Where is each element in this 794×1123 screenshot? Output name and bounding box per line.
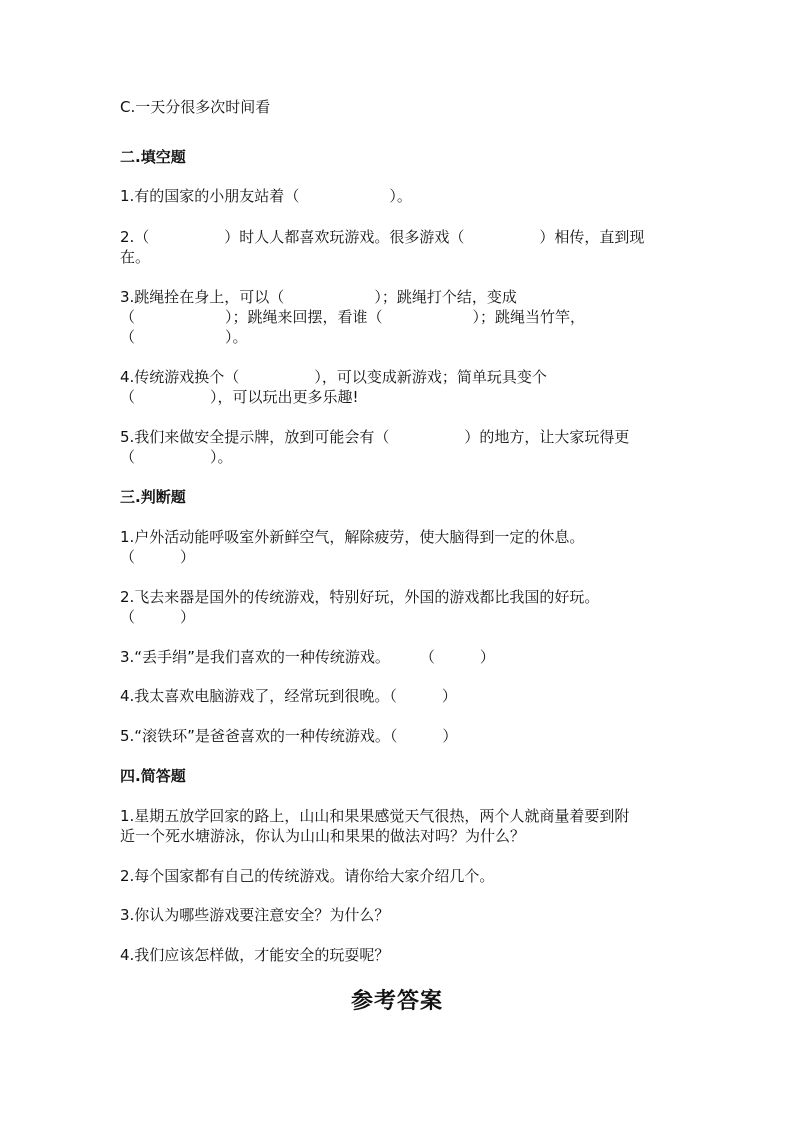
fill-question-2-line-1: 2.（ ）时人人都喜欢玩游戏。很多游戏（ ）相传，直到现 (120, 228, 645, 246)
fill-question-4-line-2: （ ），可以玩出更多乐趣! (120, 388, 359, 406)
fill-question-2-line-2: 在。 (120, 248, 151, 266)
judge-question-1-line-2: （ ） (120, 548, 196, 566)
short-question-1-line-1: 1.星期五放学回家的路上，山山和果果感觉天气很热，两个人就商量着要到附 (120, 807, 630, 825)
fill-question-5-line-1: 5.我们来做安全提示牌，放到可能会有（ ）的地方，让大家玩得更 (120, 428, 630, 446)
judge-question-2-line-1: 2.飞去来器是国外的传统游戏，特别好玩，外国的游戏都比我国的好玩。 (120, 588, 600, 606)
section-heading-judgment: 三.判断题 (120, 488, 186, 506)
judge-question-2-line-2: （ ） (120, 608, 196, 626)
answer-key-title: 参考答案 (350, 988, 443, 1014)
fill-question-3-line-3: （ ）。 (120, 328, 248, 346)
section-heading-short-answer: 四.简答题 (120, 767, 186, 785)
short-question-4: 4.我们应该怎样做，才能安全的玩耍呢？ (120, 946, 390, 964)
judge-question-3: 3.“丢手绢”是我们喜欢的一种传统游戏。 （ ） (120, 648, 495, 666)
judge-question-1-line-1: 1.户外活动能呼吸室外新鲜空气，解除疲劳，使大脑得到一定的休息。 (120, 528, 585, 546)
section-heading-fill-in: 二.填空题 (120, 148, 186, 166)
fill-question-3-line-1: 3.跳绳拴在身上，可以（ ）；跳绳打个结，变成 (120, 288, 517, 306)
fill-question-4-line-1: 4.传统游戏换个（ ），可以变成新游戏；简单玩具变个 (120, 368, 547, 386)
choice-option-c: C.一天分很多次时间看 (120, 98, 271, 116)
short-question-2: 2.每个国家都有自己的传统游戏。请你给大家介绍几个。 (120, 867, 495, 885)
judge-question-5: 5.“滚铁环”是爸爸喜欢的一种传统游戏。（ ） (120, 727, 458, 745)
fill-question-1: 1.有的国家的小朋友站着（ ）。 (120, 187, 412, 205)
short-question-3: 3.你认为哪些游戏要注意安全？为什么？ (120, 906, 390, 924)
fill-question-3-line-2: （ ）；跳绳来回摆，看谁（ ）；跳绳当竹竿， (120, 308, 586, 326)
short-question-1-line-2: 近一个死水塘游泳，你认为山山和果果的做法对吗？为什么？ (120, 827, 526, 845)
fill-question-5-line-2: （ ）。 (120, 448, 233, 466)
judge-question-4: 4.我太喜欢电脑游戏了，经常玩到很晚。（ ） (120, 687, 457, 705)
